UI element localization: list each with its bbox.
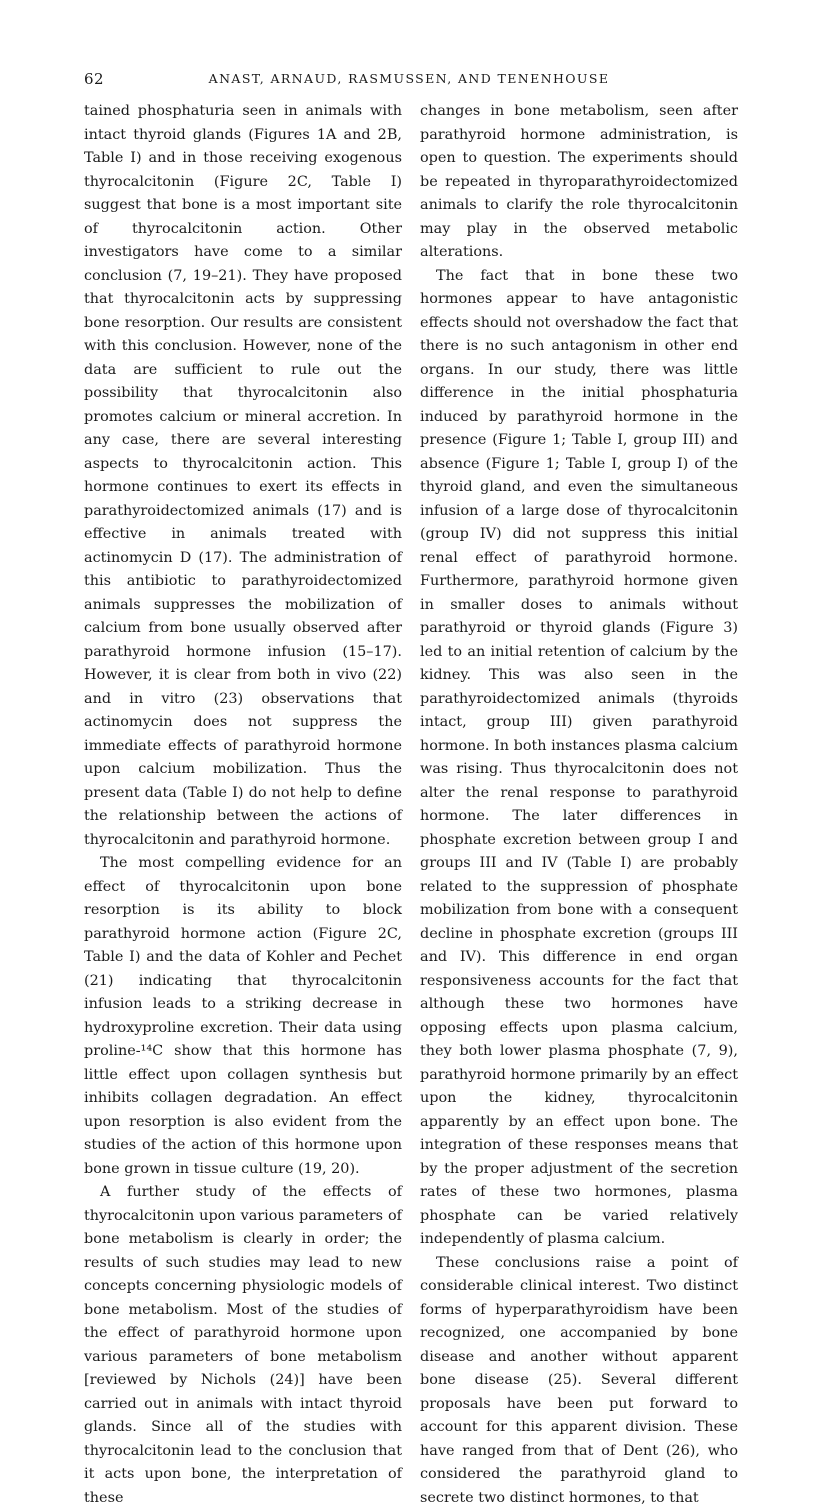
running-head-authors: ANAST, ARNAUD, RASMUSSEN, AND TENENHOUSE <box>84 71 734 86</box>
right-column <box>420 100 738 1510</box>
left-paragraph-2: The most compelling evidence for an effect of thyrocalcitonin upon bone resorption is its ability to block parathyroid hormone action (Figure 2C, Table I) and the data of Kohler and Pechet (21) indicating that thyrocalcitonin infusion leads to a striking decrease in hydroxyproline excretion. Their data using proline-¹⁴C show that this hormone has little effect upon collagen synthesis but inhibits collagen degradation. An effect upon resorption is also evident from the studies of the action of this hormone upon bone grown in tissue culture (19, 20). <box>84 852 402 1181</box>
page-header <box>84 70 734 94</box>
left-column <box>84 100 402 1510</box>
left-paragraph-3: A further study of the effects of thyrocalcitonin upon various parameters of bone metabolism is clearly in order; the results of such studies may lead to new concepts concerning physiologic models of bone metabolism. Most of the studies of the effect of parathyroid hormone upon various parameters of bone metabolism [reviewed by Nichols (24)] have been carried out in animals with intact thyroid glands. Since all of the studies with thyrocalcitonin lead to the conclusion that it acts upon bone, the interpretation of these <box>84 1181 402 1510</box>
left-paragraph-1: tained phosphaturia seen in animals with intact thyroid glands (Figures 1A and 2B, Table I) and in those receiving exogenous thyrocalcitonin (Figure 2C, Table I) suggest that bone is a most important site of thyrocalcitonin action. Other investigators have come to a similar conclusion (7, 19–21). They have proposed that thyrocalcitonin acts by suppressing bone resorption. Our results are consistent with this conclusion. However, none of the data are sufficient to rule out the possibility that thyrocalcitonin also promotes calcium or mineral accretion. In any case, there are several interesting aspects to thyrocalcitonin action. This hormone continues to exert its effects in parathyroidectomized animals (17) and is effective in animals treated with actinomycin D (17). The administration of this antibiotic to parathyroidectomized animals suppresses the mobilization of calcium from bone usually observed after parathyroid hormone infusion (15–17). However, it is clear from both in vivo (22) and in vitro (23) observations that actinomycin does not suppress the immediate effects of parathyroid hormone upon calcium mobilization. Thus the present data (Table I) do not help to define the relationship between the actions of thyrocalcitonin and parathyroid hormone. <box>84 100 402 852</box>
right-paragraph-1: changes in bone metabolism, seen after parathyroid hormone administration, is open to question. The experiments should be repeated in thyroparathyroidectomized animals to clarify the role thyrocalcitonin may play in the observed metabolic alterations. <box>420 100 738 265</box>
right-paragraph-3: These conclusions raise a point of considerable clinical interest. Two distinct forms of hyperparathyroidism have been recognized, one accompanied by bone disease and another without apparent bone disease (25). Several different proposals have been put forward to account for this apparent division. These have ranged from that of Dent (26), who considered the parathyroid gland to secrete two distinct hormones, to that <box>420 1252 738 1510</box>
page-number: 62 <box>84 70 104 88</box>
right-paragraph-2: The fact that in bone these two hormones appear to have antagonistic effects should not overshadow the fact that there is no such antagonism in other end organs. In our study, there was little difference in the initial phosphaturia induced by parathyroid hormone in the presence (Figure 1; Table I, group III) and absence (Figure 1; Table I, group I) of the thyroid gland, and even the simultaneous infusion of a large dose of thyrocalcitonin (group IV) did not suppress this initial renal effect of parathyroid hormone. Furthermore, parathyroid hormone given in smaller doses to animals without parathyroid or thyroid glands (Figure 3) led to an initial retention of calcium by the kidney. This was also seen in the parathyroidectomized animals (thyroids intact, group III) given parathyroid hormone. In both instances plasma calcium was rising. Thus thyrocalcitonin does not alter the renal response to parathyroid hormone. The later differences in phosphate excretion between group I and groups III and IV (Table I) are probably related to the suppression of phosphate mobilization from bone with a consequent decline in phosphate excretion (groups III and IV). This difference in end organ responsiveness accounts for the fact that although these two hormones have opposing effects upon plasma calcium, they both lower plasma phosphate (7, 9), parathyroid hormone primarily by an effect upon the kidney, thyrocalcitonin apparently by an effect upon bone. The integration of these responses means that by the proper adjustment of the secretion rates of these two hormones, plasma phosphate can be varied relatively independently of plasma calcium. <box>420 265 738 1252</box>
